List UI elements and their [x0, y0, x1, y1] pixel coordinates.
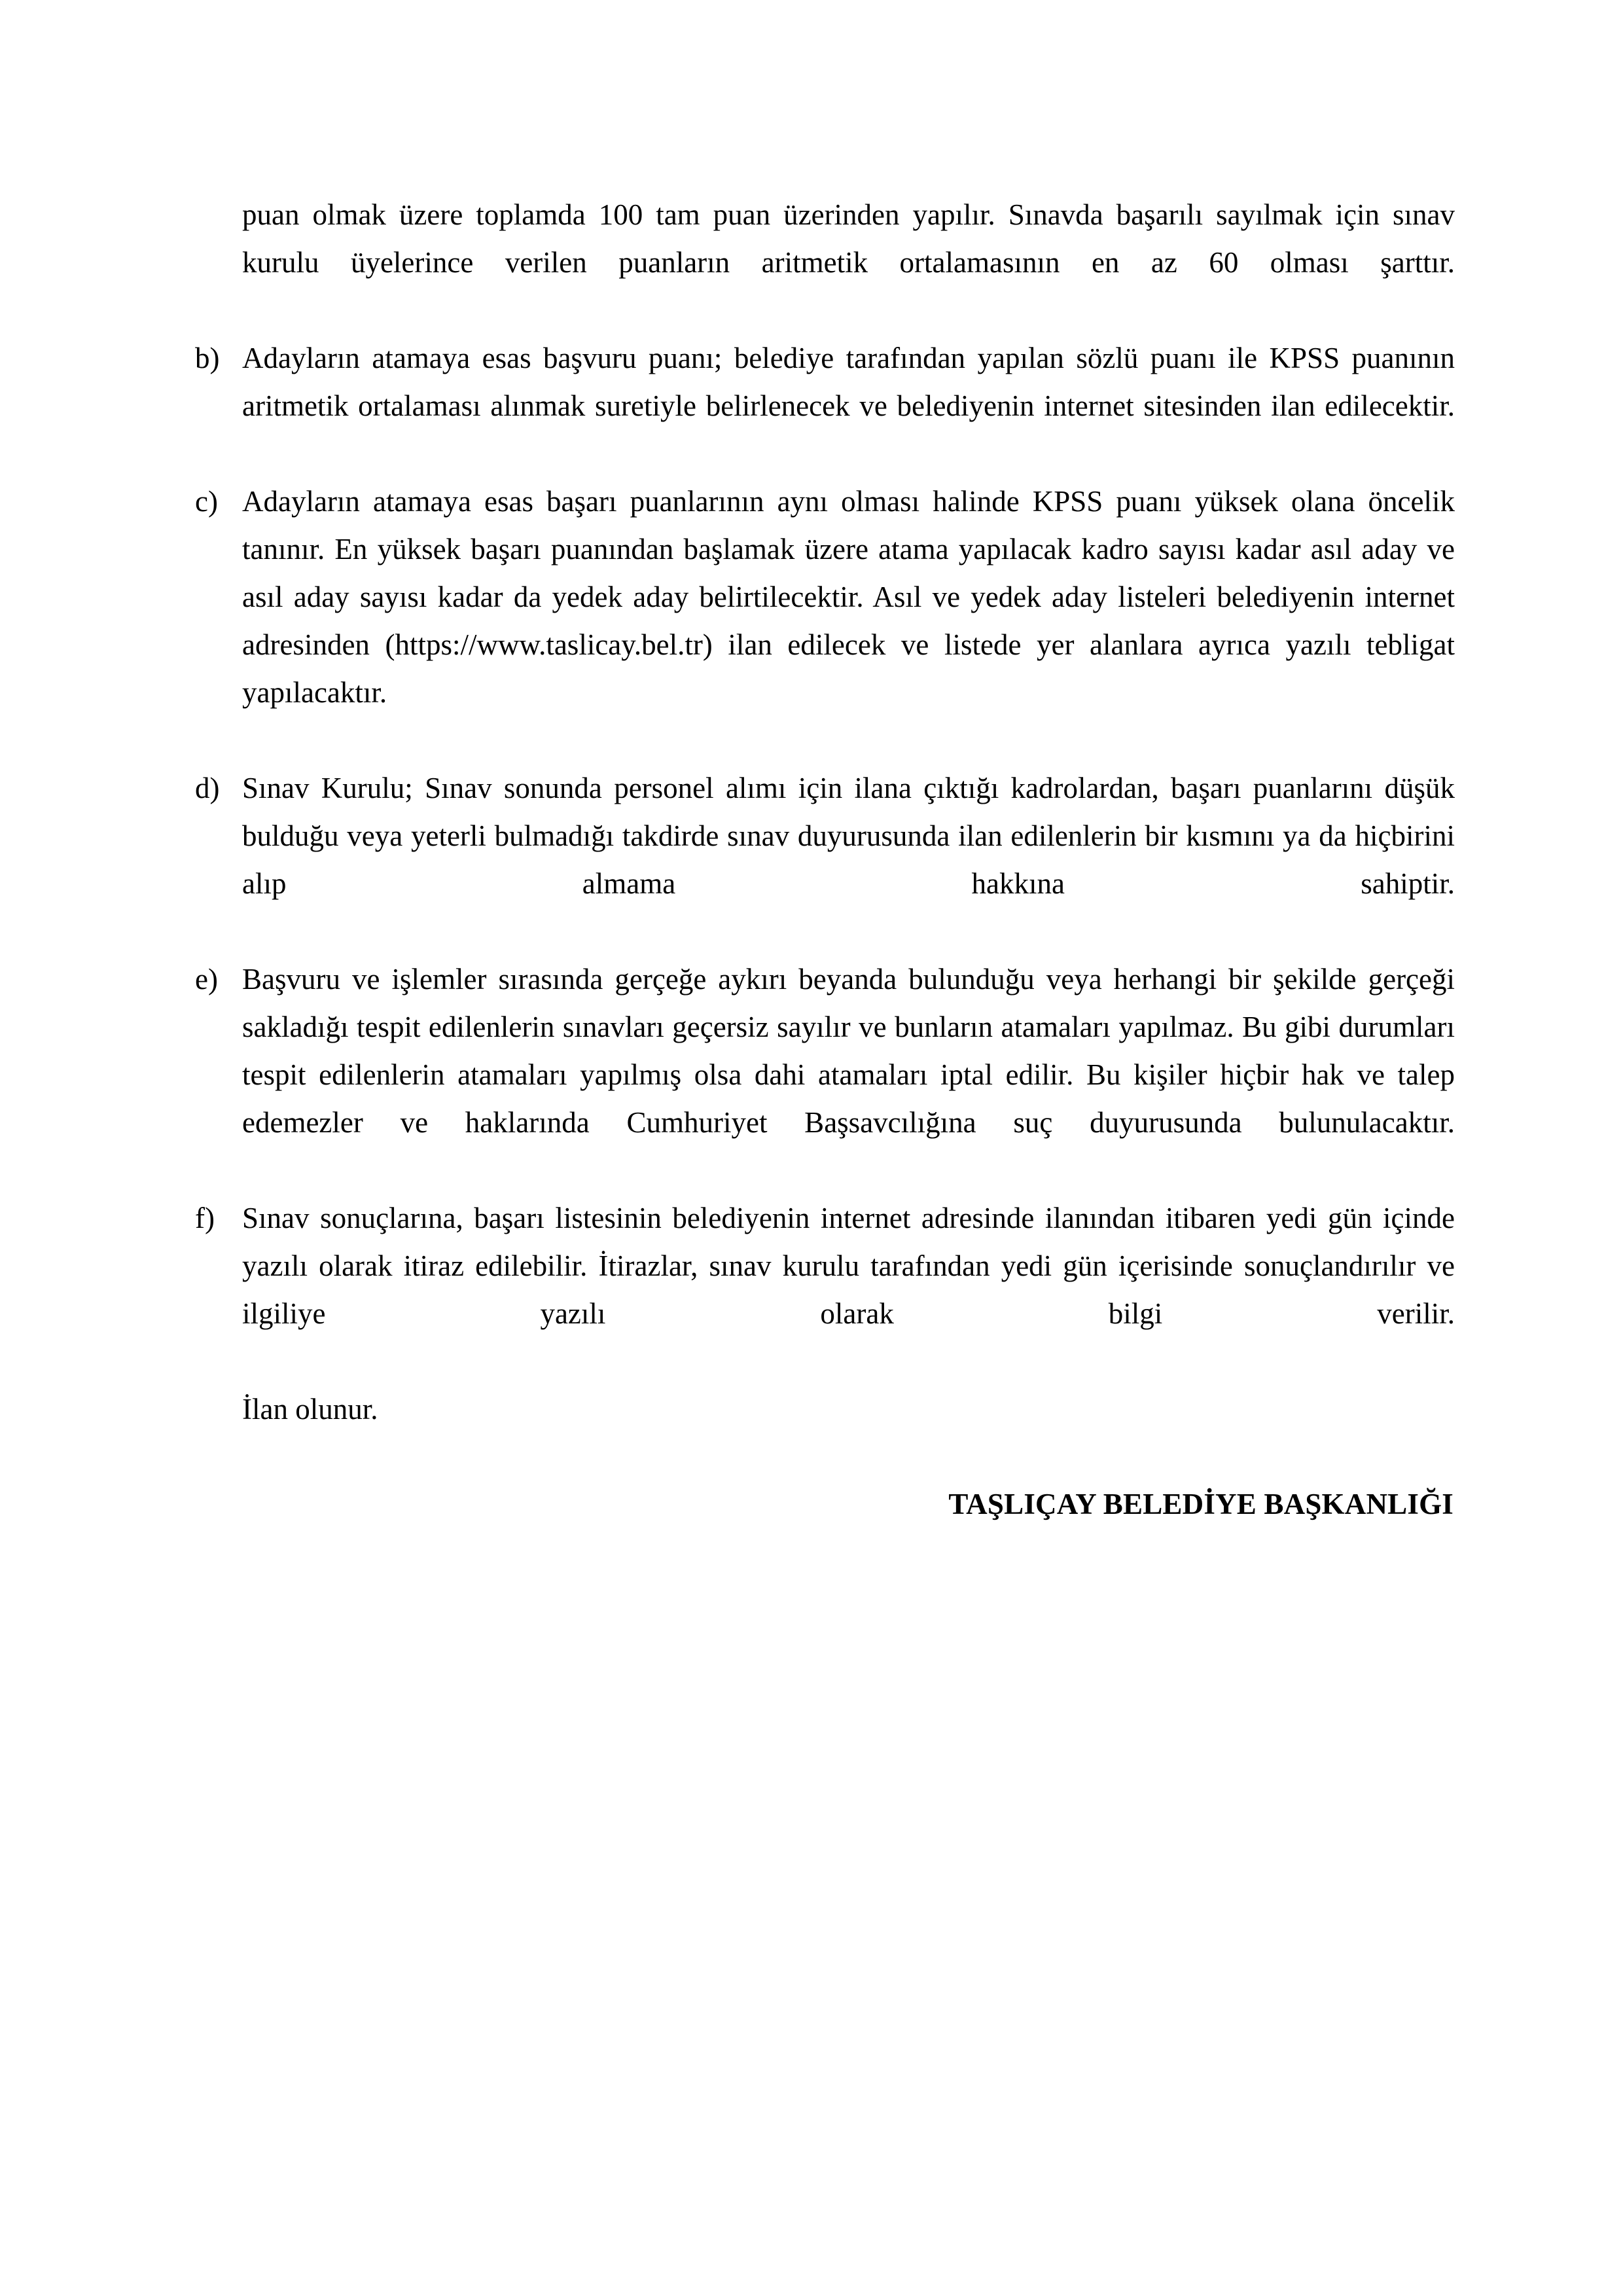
list-item-text: Sınav Kurulu; Sınav sonunda personel alımı için ilana çıktığı kadrolardan, başarı puanlarını düşük bulduğu veya yeterli bulmadığı takdirde sınav duyurusunda ilan edilenlerin bir kısmını ya da hiçbirini alıp almama hakkına sahiptir.	[242, 772, 1455, 900]
list-marker: b)	[195, 342, 220, 374]
list-item-text: Başvuru ve işlemler sırasında gerçeğe aykırı beyanda bulunduğu veya herhangi bir şekilde gerçeği sakladığı tespit edilenlerin sınavları geçersiz sayılır ve bunların atamaları yapılmaz. Bu gibi durumları tespit edilenlerin atamaları yapılmış olsa dahi atamaları iptal edilir. Bu kişiler hiçbir hak ve talep edemezler ve haklarında Cumhuriyet Başsavcılığına suç duyurusunda bulunulacaktır.	[242, 963, 1455, 1139]
list-marker: c)	[195, 485, 218, 518]
list-marker: f)	[195, 1202, 215, 1234]
list-item-text: Sınav sonuçlarına, başarı listesinin belediyenin internet adresinde ilanından itibaren yedi gün içinde yazılı olarak itiraz edilebilir. İtirazlar, sınav kurulu tarafından yedi gün içerisinde sonuçlandırılır ve ilgiliye yazılı olarak bilgi verilir.	[242, 1202, 1455, 1330]
list-marker: e)	[195, 963, 218, 996]
list-item	[195, 764, 1455, 956]
document-body	[195, 191, 1455, 1528]
list-marker: d)	[195, 772, 220, 804]
list-item	[195, 478, 1455, 764]
lettered-list	[195, 334, 1455, 1386]
list-item-text: Adayların atamaya esas başvuru puanı; belediye tarafından yapılan sözlü puanı ile KPSS puanının aritmetik ortalaması alınmak suretiyle belirlenecek ve belediyenin internet sitesinden ilan edilecektir.	[242, 342, 1455, 422]
closing-line: İlan olunur.	[242, 1393, 378, 1426]
list-item	[195, 1194, 1455, 1386]
list-item-text: Adayların atamaya esas başarı puanlarının aynı olması halinde KPSS puanı yüksek olana öncelik tanınır. En yüksek başarı puanından başlamak üzere atama yapılacak kadro sayısı kadar asıl aday ve asıl aday sayısı kadar da yedek aday belirtilecektir. Asıl ve yedek aday listeleri belediyenin internet adresinden (https://www.taslicay.bel.tr) ilan edilecek ve listede yer alanlara ayrıca yazılı tebligat yapılacaktır.	[242, 485, 1455, 709]
continuation-paragraph: puan olmak üzere toplamda 100 tam puan üzerinden yapılır. Sınavda başarılı sayılmak için sınav kurulu üyelerince verilen puanların aritmetik ortalamasının en az 60 olması şarttır.	[242, 198, 1455, 279]
list-item	[195, 956, 1455, 1194]
signature-authority: TAŞLIÇAY BELEDİYE BAŞKANLIĞI	[948, 1488, 1454, 1520]
signature-block	[195, 1480, 1455, 1528]
list-item	[195, 334, 1455, 478]
